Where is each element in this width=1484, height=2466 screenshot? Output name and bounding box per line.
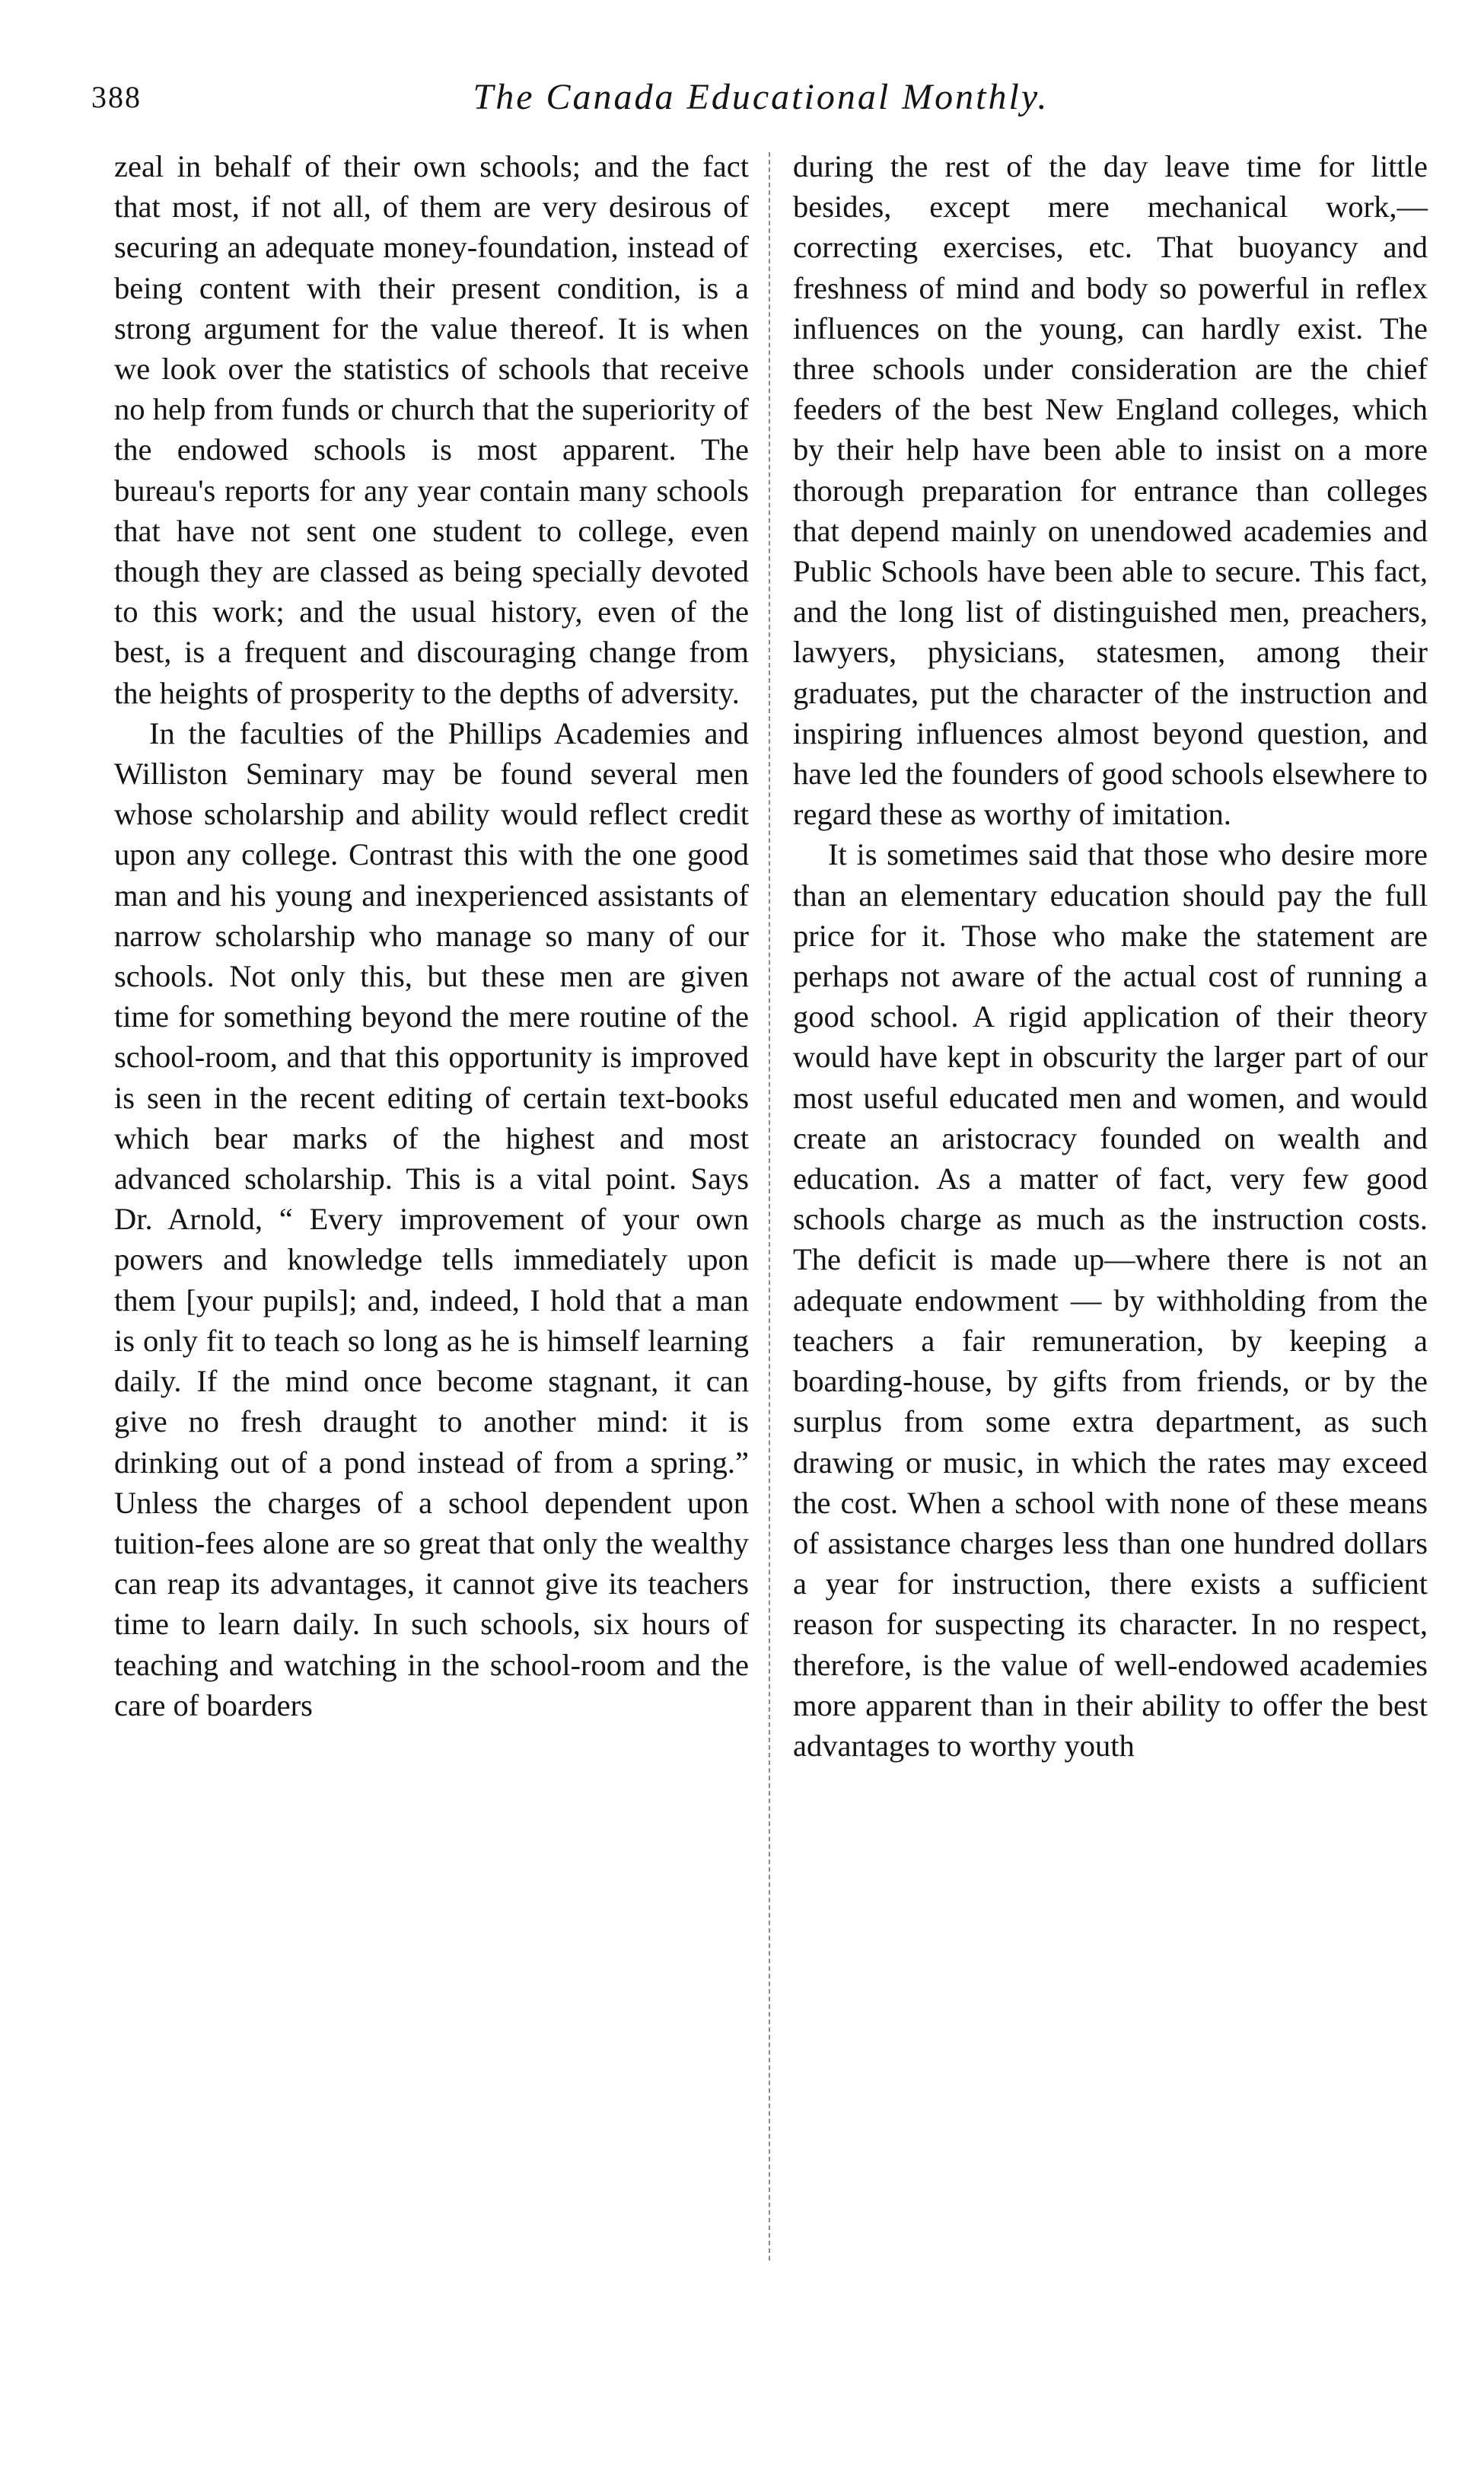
page-number: 388 — [91, 80, 142, 114]
running-title: The Canada Educational Monthly. — [473, 77, 1049, 117]
left-paragraph-1: zeal in behalf of their own schools; and the fact that most, if not all, of them are very desirous of securing an adequate money-foundation, instead of being content with their present condition, is a strong argument for the value thereof. It is when we look over the statistics of schools that receive no help from funds or church that the superiority of the endowed schools is most apparent. The bureau's reports for any year contain many schools that have not sent one student to college, even though they are classed as being specially devoted to this work; and the usual history, even of the best, is a frequent and discouraging change from the heights of prosperity to the depths of adversity. — [114, 149, 749, 710]
page-header — [91, 73, 1431, 122]
right-paragraph-1: during the rest of the day leave time for little besides, except mere mechanical work,—correcting exercises, etc. That buoyancy and freshness of mind and body so powerful in reflex influences on the young, can hardly exist. The three schools under consideration are the chief feeders of the best New England colleges, which by their help have been able to insist on a more thorough preparation for entrance than colleges that depend mainly on unendowed academies and Public Schools have been able to secure. This fact, and the long list of distinguished men, preachers, lawyers, physicians, statesmen, among their graduates, put the character of the instruction and inspiring influences almost beyond question, and have led the founders of good schools elsewhere to regard these as worthy of imitation. — [793, 149, 1428, 832]
right-column — [793, 146, 1428, 2338]
right-paragraph-2: It is sometimes said that those who desire more than an elementary education should pay the full price for it. Those who make the statement are perhaps not aware of the actual cost of running a good school. A rigid application of their theory would have kept in obscurity the larger part of our most useful educated men and women, and would create an aristocracy founded on wealth and education. As a matter of fact, very few good schools charge as much as the instruction costs. The deficit is made up—where there is not an adequate endowment — by withholding from the teachers a fair remuneration, by keeping a boarding-house, by gifts from friends, or by the surplus from some extra department, as such drawing or music, in which the rates may exceed the cost. When a school with none of these means of assistance charges less than one hundred dollars a year for instruction, there exists a sufficient reason for suspecting its character. In no respect, therefore, is the value of well-endowed academies more apparent than in their ability to offer the best advantages to worthy youth — [793, 837, 1428, 1763]
left-column — [114, 146, 749, 2338]
column-divider — [769, 152, 770, 2260]
left-paragraph-2: In the faculties of the Phillips Academies and Williston Seminary may be found several men whose scholarship and ability would reflect credit upon any college. Contrast this with the one good man and his young and inexperienced assistants of narrow scholarship who manage so many of our schools. Not only this, but these men are given time for something beyond the mere routine of the school-room, and that this opportunity is improved is seen in the recent editing of certain text-books which bear marks of the highest and most advanced scholarship. This is a vital point. Says Dr. Arnold, “ Every improvement of your own powers and knowledge tells immediately upon them [your pupils]; and, indeed, I hold that a man is only fit to teach so long as he is himself learning daily. If the mind once become stagnant, it can give no fresh draught to another mind: it is drinking out of a pond instead of from a spring.” Unless the charges of a school dependent upon tuition-fees alone are so great that only the wealthy can reap its advantages, it cannot give its teachers time to learn daily. In such schools, six hours of teaching and watching in the school-room and the care of boarders — [114, 715, 749, 1722]
